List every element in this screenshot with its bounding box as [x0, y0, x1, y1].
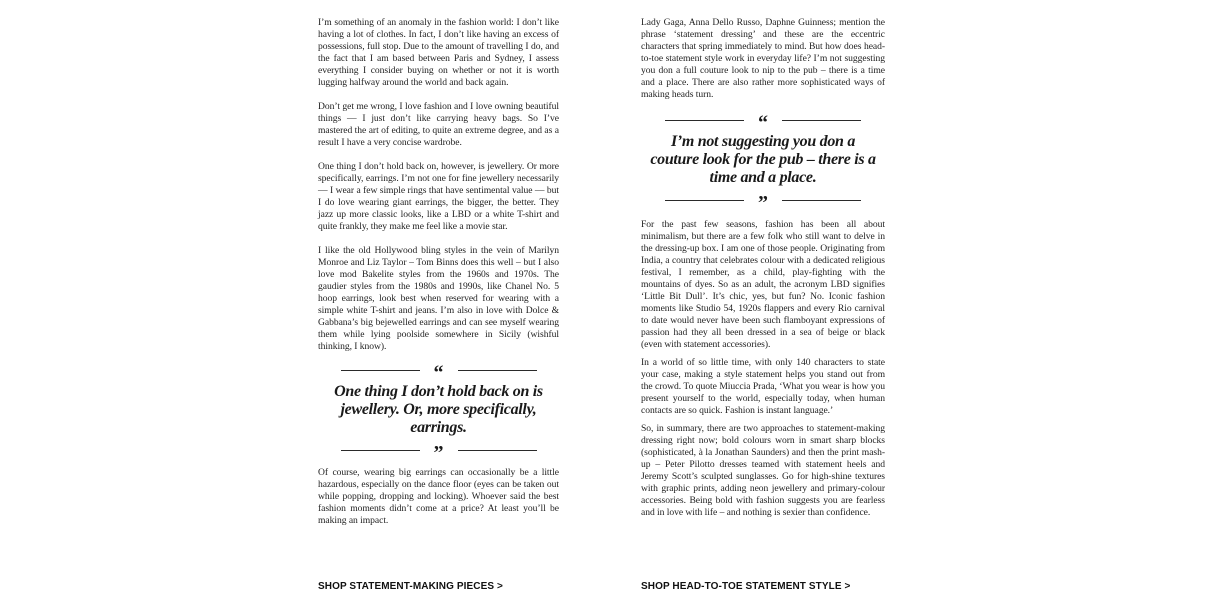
left-paragraph-3: One thing I don’t hold back on, however, is jewellery. Or more specifically, earrings. I’m not one for fine jewellery necessarily — I wear a few simple rings that have sentimental value — but I do love wearing giant earrings, the bigger, the better. They jazz up more classic looks, like a LBD or a white T-shirt and quite frankly, they make me feel like a movie star.	[318, 161, 559, 232]
rule-line	[458, 370, 537, 371]
shop-statement-pieces-link[interactable]: SHOP STATEMENT-MAKING PIECES >	[318, 581, 503, 592]
rule-line	[341, 370, 420, 371]
rule-line	[665, 120, 744, 121]
left-paragraph-4: I like the old Hollywood bling styles in the vein of Marilyn Monroe and Liz Taylor – Tom Binns does this well – but I also love mod Bakelite styles from the 1960s and 1970s. The gaudier styles from the 1980s and 1990s, like Chanel No. 5 hoop earrings, look best when reserved for wearing with a simple white T-shirt and jeans. I’m also in love with Dolce & Gabbana’s big bejewelled earrings and can see myself wearing them while lying poolside somewhere in Sicily (wishful thinking, I know).	[318, 245, 559, 352]
open-quote-mark: “	[433, 362, 444, 384]
rule-line	[341, 450, 420, 451]
open-quote-mark: “	[758, 112, 768, 134]
left-paragraph-5: Of course, wearing big earrings can occasionally be a little hazardous, especially on the dance floor (eyes can be taken out while popping, dropping and locking). Whoever said the best fashion moments didn’t come at a price? At least you’ll be making an impact.	[318, 467, 559, 526]
left-article-column	[318, 17, 559, 539]
left-paragraph-2: Don’t get me wrong, I love fashion and I love owning beautiful things — I just don’t like carrying heavy bags. So I’ve mastered the art of editing, to quite an extreme degree, and as a result I have a very concise wardrobe.	[318, 101, 559, 148]
rule-line	[782, 120, 861, 121]
right-paragraph-2: For the past few seasons, fashion has been all about minimalism, but there are a few folk who still want to delve in the dressing-up box. I am one of those people. Originating from India, a country that celebrates colour with a dedicated religious festival, I remember, as a child, play-fighting with the mountains of dyes. So as an adult, the acronym LBD signifies ‘Little Bit Dull’. It’s chic, yes, but fun? No. Iconic fashion moments like Studio 54, 1920s flappers and every Rio carnival to date would never have been such flamboyant expressions of passion had they all been dressed in a sea of beige or black (even with statement accessories).	[641, 219, 885, 350]
left-pullquote	[318, 361, 559, 464]
pullquote-top-rule	[318, 361, 559, 384]
left-paragraph-1: I’m something of an anomaly in the fashion world: I don’t like having a lot of clothes. In fact, I don’t like having an excess of possessions, full stop. Due to the amount of travelling I do, and the fact that I am based between Paris and Sydney, I assess everything I consider buying on whether or not it is worth lugging halfway around the world and back again.	[318, 17, 559, 88]
close-quote-mark: ”	[758, 192, 768, 214]
right-paragraph-3: In a world of so little time, with only 140 characters to state your case, making a style statement helps you stand out from the crowd. To quote Miuccia Prada, ‘What you wear is how you present yourself to the world, especially today, when human contacts are so quick. Fashion is instant language.’	[641, 357, 885, 416]
pullquote-text: I’m not suggesting you don a couture look for the pub – there is a time and a place.	[650, 133, 876, 186]
pullquote-bottom-rule	[641, 191, 885, 214]
rule-line	[782, 200, 861, 201]
pullquote-top-rule	[641, 111, 885, 134]
pullquote-text: One thing I don’t hold back on is jewellery. Or, more specifically, earrings.	[334, 383, 543, 436]
close-quote-mark: ”	[433, 442, 444, 464]
rule-line	[458, 450, 537, 451]
shop-head-to-toe-link[interactable]: SHOP HEAD-TO-TOE STATEMENT STYLE >	[641, 581, 851, 592]
right-article-column	[641, 17, 885, 531]
right-paragraph-4: So, in summary, there are two approaches to statement-making dressing right now; bold colours worn in smart sharp blocks (sophisticated, à la Jonathan Saunders) and then the print mash-up – Peter Pilotto dresses teamed with statement heels and Jeremy Scott’s sculpted sunglasses. Go for high-shine textures with graphic prints, adding neon jewellery and primary-colour accessories. Being bold with fashion suggests you are fearless and in love with life – and nothing is sexier than confidence.	[641, 423, 885, 518]
right-paragraph-1: Lady Gaga, Anna Dello Russo, Daphne Guinness; mention the phrase ‘statement dressing’ and these are the eccentric characters that spring immediately to mind. But how does head-to-toe statement style work in everyday life? I’m not suggesting you don a full couture look to nip to the pub – there is a time and a place. There are also rather more sophisticated ways of making heads turn.	[641, 17, 885, 100]
pullquote-bottom-rule	[318, 441, 559, 464]
right-pullquote	[641, 111, 885, 214]
rule-line	[665, 200, 744, 201]
